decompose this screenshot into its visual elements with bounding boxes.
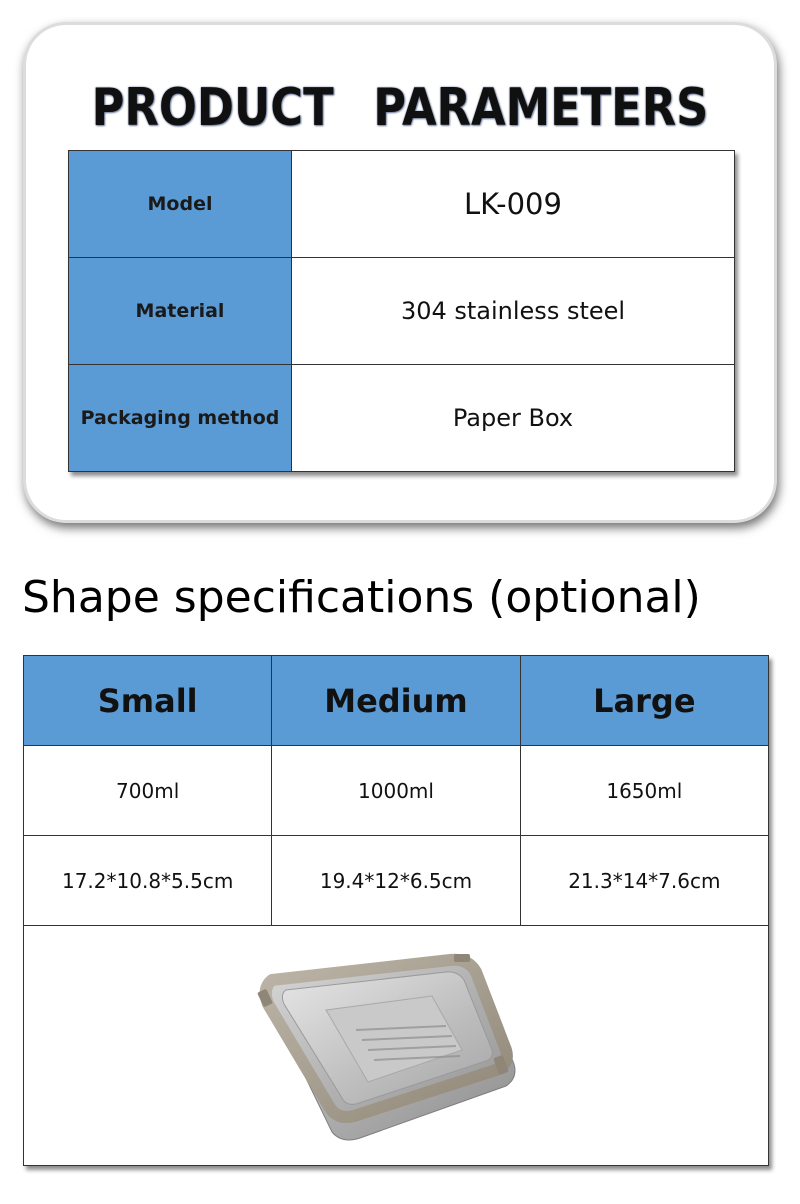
dimension-medium: 19.4*12*6.5cm — [272, 836, 520, 926]
parameter-label: Model — [69, 151, 292, 258]
parameter-label: Material — [69, 258, 292, 365]
size-header-large: Large — [520, 656, 768, 746]
capacity-small: 700ml — [24, 746, 272, 836]
parameter-label: Packaging method — [69, 365, 292, 472]
parameter-value: 304 stainless steel — [292, 258, 735, 365]
parameter-row-packaging — [69, 365, 735, 472]
size-header-row — [24, 656, 769, 746]
dimension-small: 17.2*10.8*5.5cm — [24, 836, 272, 926]
stainless-steel-container-image — [256, 946, 536, 1146]
capacity-medium: 1000ml — [272, 746, 520, 836]
parameter-value: LK-009 — [292, 151, 735, 258]
shape-specifications-heading: Shape specifications (optional) — [22, 572, 701, 623]
product-image-cell — [24, 926, 769, 1166]
size-header-small: Small — [24, 656, 272, 746]
parameter-row-model — [69, 151, 735, 258]
product-image-row — [24, 926, 769, 1166]
parameter-row-material — [69, 258, 735, 365]
capacity-row — [24, 746, 769, 836]
shape-specifications-table — [23, 655, 769, 1166]
parameters-table — [68, 150, 735, 472]
dimension-large: 21.3*14*7.6cm — [520, 836, 768, 926]
capacity-large: 1650ml — [520, 746, 768, 836]
product-parameters-title: PRODUCT PARAMETERS — [91, 78, 709, 138]
parameter-value: Paper Box — [292, 365, 735, 472]
size-header-medium: Medium — [272, 656, 520, 746]
dimension-row — [24, 836, 769, 926]
